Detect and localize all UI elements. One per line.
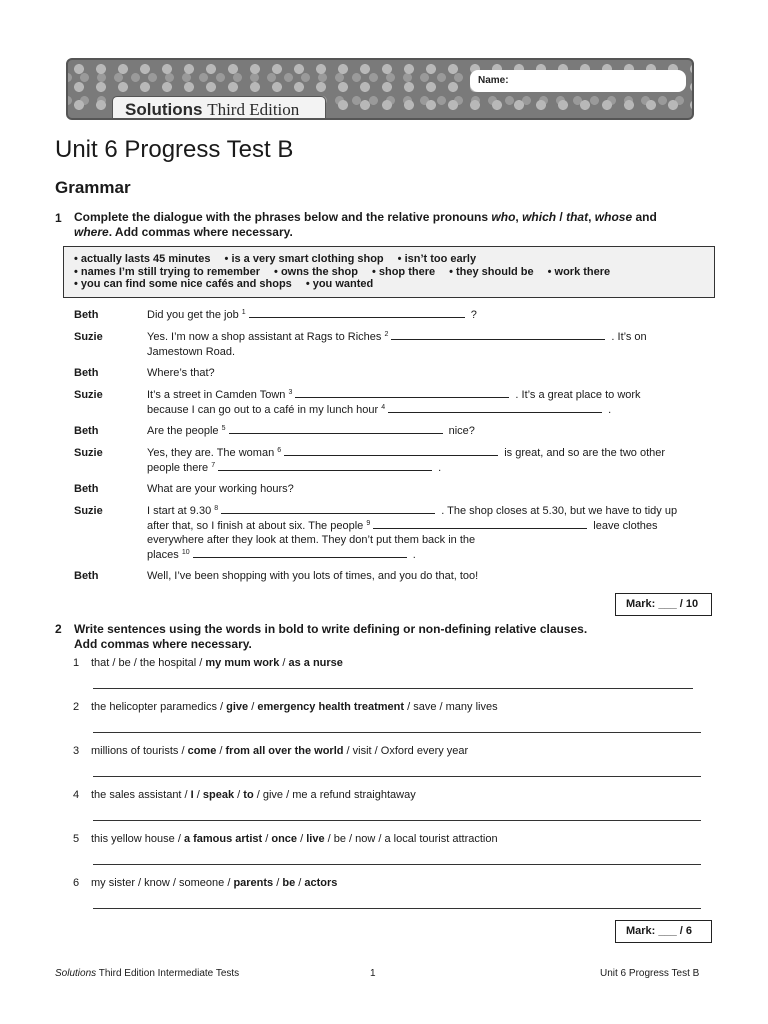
phrase: • owns the shop [274, 265, 358, 278]
name-label: Name: [478, 75, 509, 86]
speaker-label: Beth [74, 483, 99, 495]
answer-line[interactable] [93, 864, 701, 865]
phrase: • you wanted [305, 278, 374, 290]
answer-blank[interactable] [373, 519, 587, 529]
section-heading: Grammar [55, 178, 131, 197]
dialogue-line: What are your working hours? [147, 483, 294, 495]
answer-blank[interactable] [193, 548, 407, 558]
item-number: 6 [73, 877, 80, 889]
brand-tab [112, 96, 326, 120]
answer-blank[interactable] [284, 446, 498, 456]
question-1-instruction: Complete the dialogue with the phrases below and the relative pronouns who, which / that, whose and where. Add commas where necessary. [74, 210, 657, 239]
speaker-label: Beth [74, 367, 99, 379]
footer-publication: Solutions Third Edition Intermediate Tests [55, 968, 240, 979]
name-field[interactable] [470, 70, 686, 92]
answer-blank[interactable] [388, 403, 602, 413]
item-prompt: millions of tourists / come / from all over the world / visit / Oxford every year [91, 745, 469, 757]
answer-blank[interactable] [295, 388, 509, 398]
phrase-line [74, 253, 714, 266]
dialogue-line: Well, I’ve been shopping with you lots of times, and you do that, too! [147, 570, 479, 582]
dialogue-line: I start at 9.30 $^8$ . The shop closes at 5.30, but we have to tidy up after that, so I finish at about six. The people $^9$ leave clothes everywhere after they look at them. They don’t put them back in the places $^{10}$ . [147, 505, 678, 561]
speaker-label: Beth [74, 425, 99, 437]
speaker-label: Suzie [74, 331, 103, 343]
dialogue-line: Are the people $^5$ nice? [147, 425, 475, 437]
answer-blank[interactable] [221, 504, 435, 514]
speaker-label: Beth [74, 570, 99, 582]
item-prompt: that / be / the hospital / my mum work / as a nurse [91, 657, 343, 669]
item-number: 4 [73, 789, 80, 801]
answer-line[interactable] [93, 776, 701, 777]
phrase-line [74, 278, 714, 291]
item-number: 3 [73, 745, 80, 757]
item-number: 5 [73, 833, 80, 845]
speaker-label: Suzie [74, 447, 103, 459]
item-prompt: the helicopter paramedics / give / emergency health treatment / save / many lives [91, 701, 498, 713]
dialogue-line: It’s a street in Camden Town $^3$ . It’s a great place to work because I can go out to a café in my lunch hour $^4$ . [147, 389, 641, 416]
mark-box-q1: Mark: ___ / 10 [615, 593, 712, 616]
phrase-line [74, 266, 714, 279]
answer-blank[interactable] [218, 461, 432, 471]
dialogue-line: Yes, they are. The woman $^6$ is great, and so are the two other people there $^7$ . [147, 447, 666, 474]
speaker-label: Suzie [74, 505, 103, 517]
brand-logo: Solutions Third Edition [125, 100, 300, 119]
phrase: • they should be [449, 265, 534, 278]
question-number: 1 [55, 211, 62, 225]
item-prompt: my sister / know / someone / parents / be / actors [91, 877, 338, 889]
answer-line[interactable] [93, 732, 701, 733]
speaker-label: Suzie [74, 389, 103, 401]
dialogue-line: Where’s that? [147, 367, 215, 379]
answer-line[interactable] [93, 908, 701, 909]
header-banner [66, 58, 694, 120]
speaker-label: Beth [74, 309, 99, 321]
item-prompt: this yellow house / a famous artist / once / live / be / now / a local tourist attraction [91, 833, 498, 845]
item-number: 2 [73, 701, 80, 713]
phrase-box [63, 246, 715, 298]
dialogue-line: Did you get the job $^1$ ? [147, 309, 477, 321]
phrase: • is a very smart clothing shop [224, 253, 384, 265]
answer-line[interactable] [93, 820, 701, 821]
page-title: Unit 6 Progress Test B [55, 136, 294, 163]
item-number: 1 [73, 657, 80, 669]
page-number: 1 [370, 968, 376, 979]
phrase: • isn’t too early [397, 253, 477, 265]
item-prompt: the sales assistant / I / speak / to / give / me a refund straightaway [91, 789, 416, 801]
answer-line[interactable] [93, 688, 693, 689]
phrase: • you can find some nice cafés and shops [74, 278, 292, 290]
answer-blank[interactable] [229, 424, 443, 434]
answer-blank[interactable] [391, 330, 605, 340]
question-number: 2 [55, 622, 62, 636]
phrase: • shop there [371, 265, 436, 278]
footer-title: Unit 6 Progress Test B [600, 968, 700, 979]
dialogue-line: Yes. I’m now a shop assistant at Rags to Riches $^2$ . It’s on Jamestown Road. [147, 331, 647, 358]
phrase: • actually lasts 45 minutes [74, 253, 211, 265]
phrase: • names I’m still trying to remember [74, 265, 261, 278]
answer-blank[interactable] [249, 308, 465, 318]
phrase: • work there [547, 265, 611, 278]
question-2-instruction: Write sentences using the words in bold to write defining or non-defining relative clauses. Add commas where necessary. [74, 622, 588, 651]
mark-box-q2: Mark: ___ / 6 [615, 920, 712, 943]
